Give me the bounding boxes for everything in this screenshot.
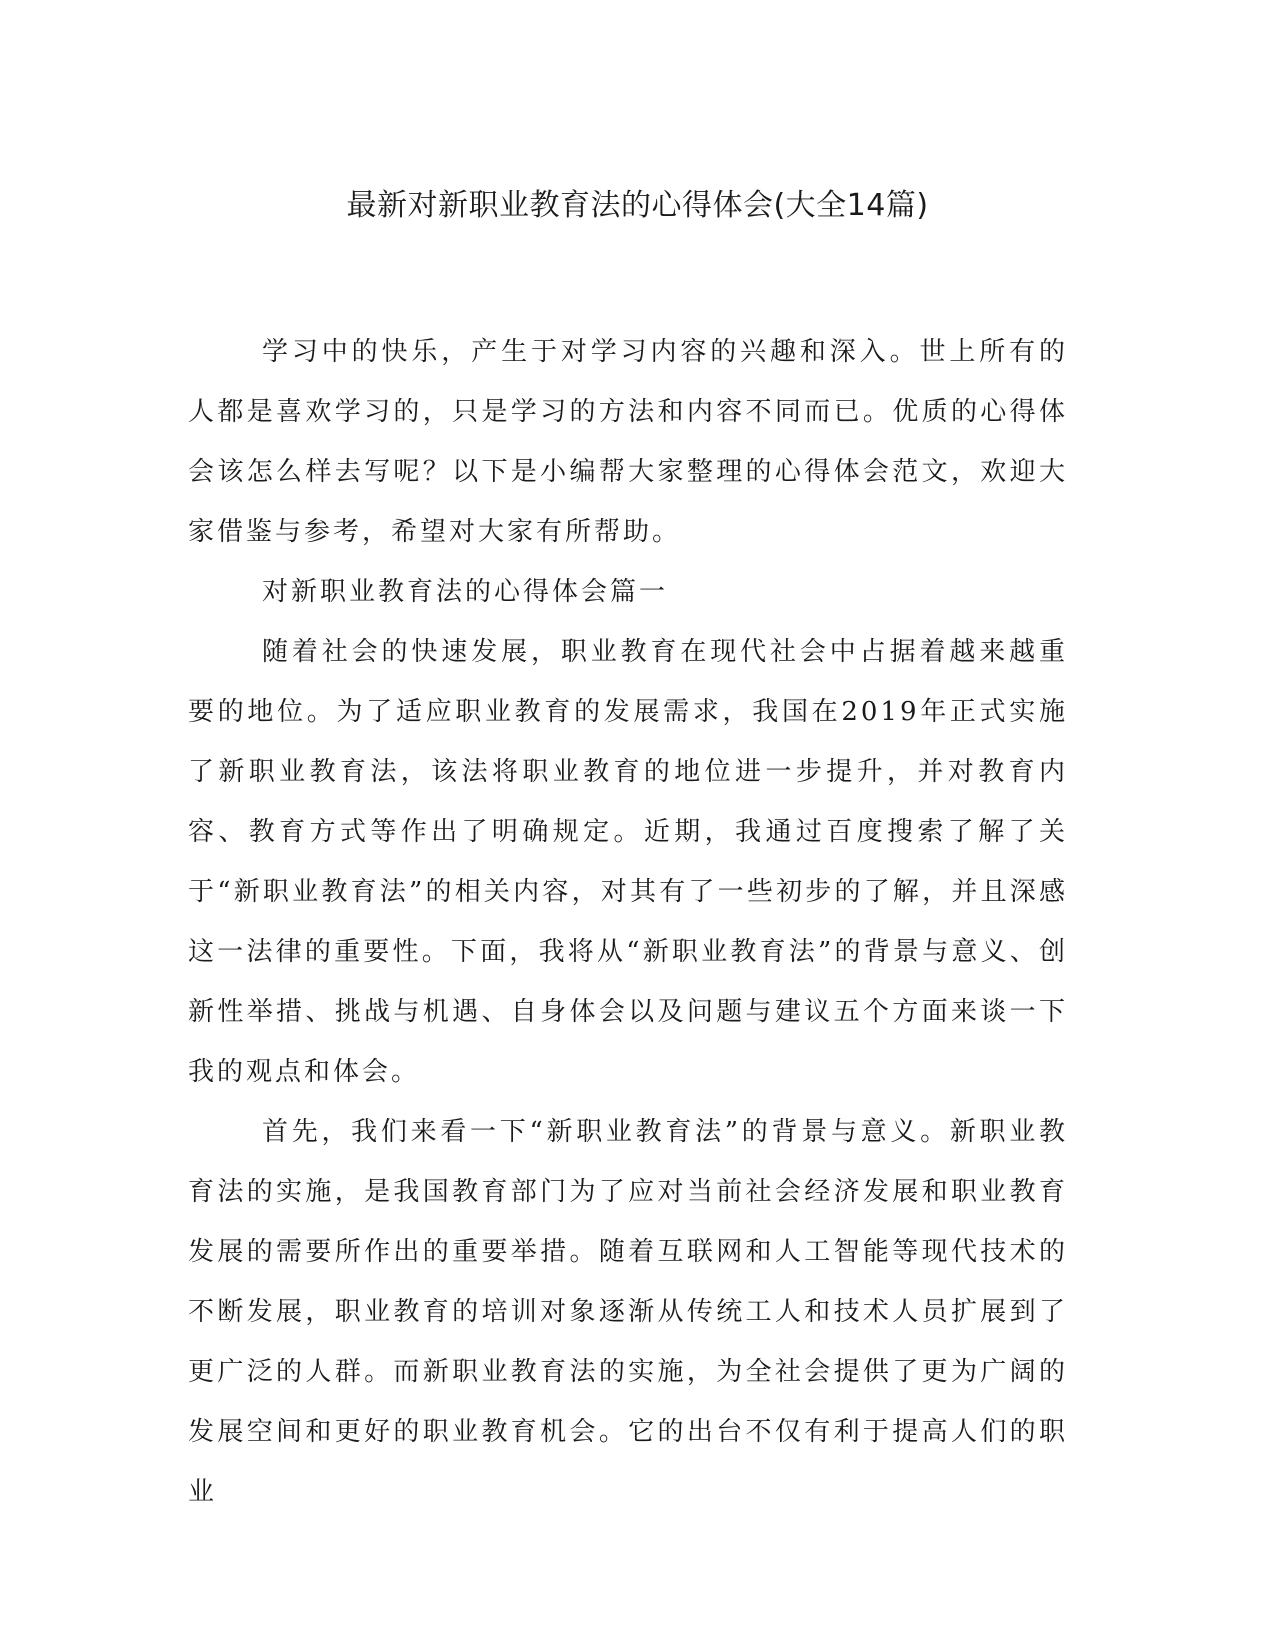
- body-paragraph: 首先，我们来看一下“新职业教育法”的背景与意义。新职业教育法的实施，是我国教育部门为了应对当前社会经济发展和职业教育发展的需要所作出的重要举措。随着互联网和人工智能等现代技术的不断发展，职业教育的培训对象逐渐从传统工人和技术人员扩展到了更广泛的人群。而新职业教育法的实施，为全社会提供了更为广阔的发展空间和更好的职业教育机会。它的出台不仅有利于提高人们的职业: [188, 1117, 1068, 1507]
- section-heading: 对新职业教育法的心得体会篇一: [262, 577, 669, 607]
- intro-paragraph: 学习中的快乐，产生于对学习内容的兴趣和深入。世上所有的人都是喜欢学习的，只是学习的方法和内容不同而已。优质的心得体会该怎么样去写呢？以下是小编帮大家整理的心得体会范文，欢迎大家借鉴与参考，希望对大家有所帮助。: [188, 337, 1068, 547]
- document-title: 最新对新职业教育法的心得体会(大全14篇): [346, 188, 929, 223]
- document-body: [188, 322, 1068, 1522]
- body-paragraph: 随着社会的快速发展，职业教育在现代社会中占据着越来越重要的地位。为了适应职业教育的发展需求，我国在2019年正式实施了新职业教育法，该法将职业教育的地位进一步提升，并对教育内容、教育方式等作出了明确规定。近期，我通过百度搜索了解了关于“新职业教育法”的相关内容，对其有了一些初步的了解，并且深感这一法律的重要性。下面，我将从“新职业教育法”的背景与意义、创新性举措、挑战与机遇、自身体会以及问题与建议五个方面来谈一下我的观点和体会。: [188, 637, 1068, 1087]
